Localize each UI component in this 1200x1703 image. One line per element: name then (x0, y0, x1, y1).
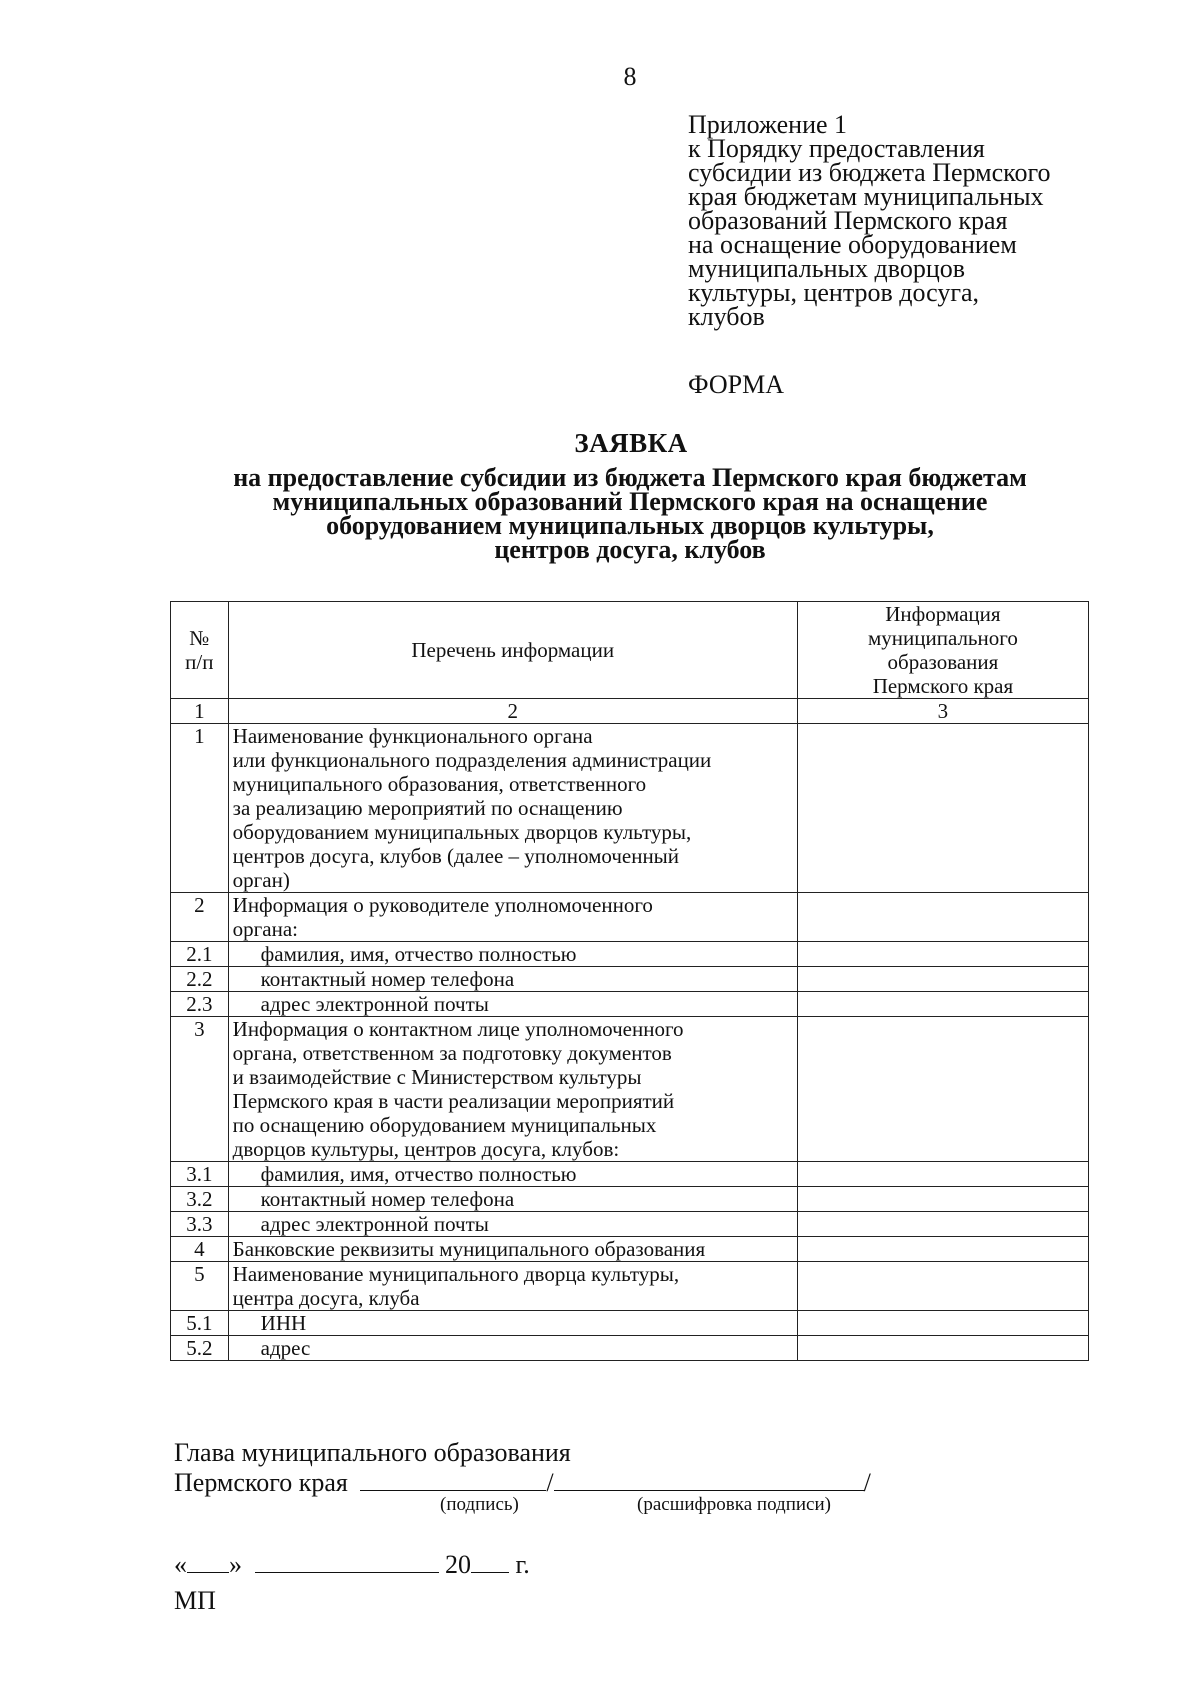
row-description: фамилия, имя, отчество полностью (228, 1162, 797, 1187)
application-table (170, 601, 1089, 1361)
table-row (171, 992, 1089, 1017)
appendix-line: Приложение 1 (688, 110, 848, 139)
row-number: 3.1 (171, 1162, 229, 1187)
table-row (171, 893, 1089, 942)
appendix-line: клубов (688, 302, 765, 331)
index-cell: 2 (228, 699, 797, 724)
slash: / (546, 1468, 554, 1497)
row-number: 3.3 (171, 1212, 229, 1237)
signature-caption: (подпись) (440, 1494, 519, 1515)
row-description: адрес (228, 1336, 797, 1361)
appendix-line: культуры, центров досуга, (688, 278, 980, 307)
row-number: 2.1 (171, 942, 229, 967)
row-number: 2 (171, 893, 229, 942)
form-label: ФОРМА (688, 370, 784, 399)
table-row (171, 1212, 1089, 1237)
subtitle-line: оборудованием муниципальных дворцов культуры, (326, 511, 934, 540)
row-description: Информация о руководителе уполномоченного органа: (228, 893, 797, 942)
appendix-line: образований Пермского края (688, 206, 1008, 235)
header-info: Информация муниципального образования Пермского края (797, 602, 1088, 699)
document-title: ЗАЯВКА (574, 428, 688, 458)
row-number: 3.2 (171, 1187, 229, 1212)
index-cell: 3 (797, 699, 1088, 724)
day-field[interactable] (187, 1548, 229, 1573)
row-value-field[interactable] (797, 1262, 1088, 1311)
signer-title: Глава муниципального образования (174, 1438, 571, 1467)
table-row (171, 1017, 1089, 1162)
row-value-field[interactable] (797, 942, 1088, 967)
row-description: Информация о контактном лице уполномоченного органа, ответственном за подготовку документов и взаимодействие с Министерством культуры Пермского края в части реализации мероприятий по оснащению оборудованием муниципальных дворцов культуры, центров досуга, клубов: (228, 1017, 797, 1162)
row-value-field[interactable] (797, 893, 1088, 942)
year-prefix: 20 (445, 1550, 471, 1579)
signer-region: Пермского края (174, 1468, 348, 1497)
row-number: 5.1 (171, 1311, 229, 1336)
document-subtitle (140, 463, 1120, 564)
subtitle-line: на предоставление субсидии из бюджета Пермского края бюджетам (233, 463, 1027, 492)
appendix-line: на оснащение оборудованием (688, 230, 1017, 259)
table-row (171, 1311, 1089, 1336)
row-number: 5.2 (171, 1336, 229, 1361)
row-value-field[interactable] (797, 1311, 1088, 1336)
index-cell: 1 (171, 699, 229, 724)
slash: / (863, 1468, 871, 1497)
row-description: адрес электронной почты (228, 992, 797, 1017)
row-value-field[interactable] (797, 1212, 1088, 1237)
quote-open: « (174, 1550, 187, 1579)
table-row (171, 1237, 1089, 1262)
signature-field[interactable] (360, 1466, 546, 1491)
row-number: 2.3 (171, 992, 229, 1017)
month-field[interactable] (255, 1548, 439, 1573)
appendix-line: края бюджетам муниципальных (688, 182, 1044, 211)
subtitle-line: центров досуга, клубов (494, 535, 766, 564)
table-row (171, 967, 1089, 992)
table-row (171, 1336, 1089, 1361)
row-number: 3 (171, 1017, 229, 1162)
row-value-field[interactable] (797, 1187, 1088, 1212)
row-number: 4 (171, 1237, 229, 1262)
index-row (171, 699, 1089, 724)
header-list: Перечень информации (228, 602, 797, 699)
row-value-field[interactable] (797, 1237, 1088, 1262)
row-description: ИНН (228, 1311, 797, 1336)
row-description: Банковские реквизиты муниципального образования (228, 1237, 797, 1262)
row-value-field[interactable] (797, 724, 1088, 893)
row-number: 5 (171, 1262, 229, 1311)
appendix-line: муниципальных дворцов (688, 254, 966, 283)
table-row (171, 942, 1089, 967)
quote-close: » (229, 1550, 242, 1579)
row-description: контактный номер телефона (228, 967, 797, 992)
year-field[interactable] (471, 1548, 509, 1573)
row-description: контактный номер телефона (228, 1187, 797, 1212)
row-number: 2.2 (171, 967, 229, 992)
date-line (174, 1548, 530, 1580)
table-row (171, 1187, 1089, 1212)
table-row (171, 724, 1089, 893)
year-suffix: г. (515, 1550, 530, 1579)
header-num: № п/п (171, 602, 229, 699)
row-value-field[interactable] (797, 967, 1088, 992)
decode-caption: (расшифровка подписи) (637, 1494, 831, 1515)
stamp-place: МП (174, 1586, 216, 1615)
row-description: Наименование функционального органа или функционального подразделения администрации муниципального образования, ответственного за реализацию мероприятий по оснащению оборудованием муниципальных дворцов культуры, центров досуга, клубов (далее – уполномоченный орган) (228, 724, 797, 893)
row-description: адрес электронной почты (228, 1212, 797, 1237)
row-number: 1 (171, 724, 229, 893)
appendix-line: к Порядку предоставления (688, 134, 985, 163)
row-value-field[interactable] (797, 1162, 1088, 1187)
row-value-field[interactable] (797, 1017, 1088, 1162)
row-value-field[interactable] (797, 992, 1088, 1017)
row-description: фамилия, имя, отчество полностью (228, 942, 797, 967)
table-row (171, 1262, 1089, 1311)
appendix-block (688, 110, 1108, 331)
table-row (171, 1162, 1089, 1187)
row-value-field[interactable] (797, 1336, 1088, 1361)
page-number: 8 (623, 62, 637, 91)
subtitle-line: муниципальных образований Пермского края на оснащение (272, 487, 988, 516)
appendix-line: субсидии из бюджета Пермского (688, 158, 1051, 187)
signature-decode-field[interactable] (554, 1466, 864, 1491)
row-description: Наименование муниципального дворца культуры, центра досуга, клуба (228, 1262, 797, 1311)
